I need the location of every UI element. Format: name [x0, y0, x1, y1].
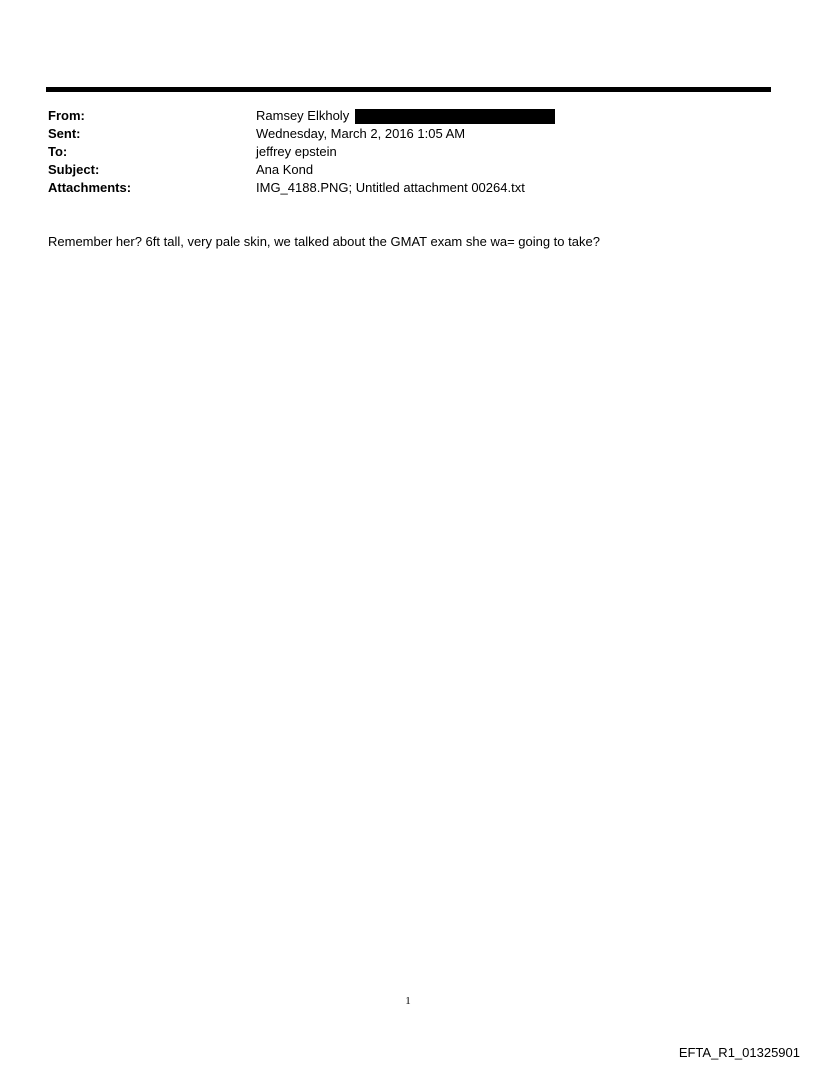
email-header: [48, 107, 768, 197]
subject-row: [48, 161, 768, 179]
to-row: [48, 143, 768, 161]
to-value: jeffrey epstein: [256, 144, 337, 159]
attachments-label: Attachments:: [48, 180, 132, 195]
email-body: Remember her? 6ft tall, very pale skin, we talked about the GMAT exam she wa= going to take?: [48, 234, 600, 249]
to-label: To:: [48, 144, 68, 159]
page-number: 1: [405, 995, 411, 1007]
sent-row: [48, 125, 768, 143]
from-label: From:: [48, 108, 85, 123]
attachments-row: [48, 179, 768, 197]
sent-value: Wednesday, March 2, 2016 1:05 AM: [256, 126, 466, 141]
from-value: Ramsey Elkholy: [256, 108, 350, 123]
from-row: [48, 107, 768, 125]
attachments-value: IMG_4188.PNG; Untitled attachment 00264.txt: [256, 180, 525, 195]
from-value-wrap: [256, 107, 768, 125]
sent-label: Sent:: [48, 126, 81, 141]
subject-label: Subject:: [48, 162, 100, 177]
document-id: EFTA_R1_01325901: [678, 1045, 800, 1060]
header-divider: [46, 87, 771, 92]
redaction-box: [355, 109, 555, 124]
subject-value: Ana Kond: [256, 162, 314, 177]
